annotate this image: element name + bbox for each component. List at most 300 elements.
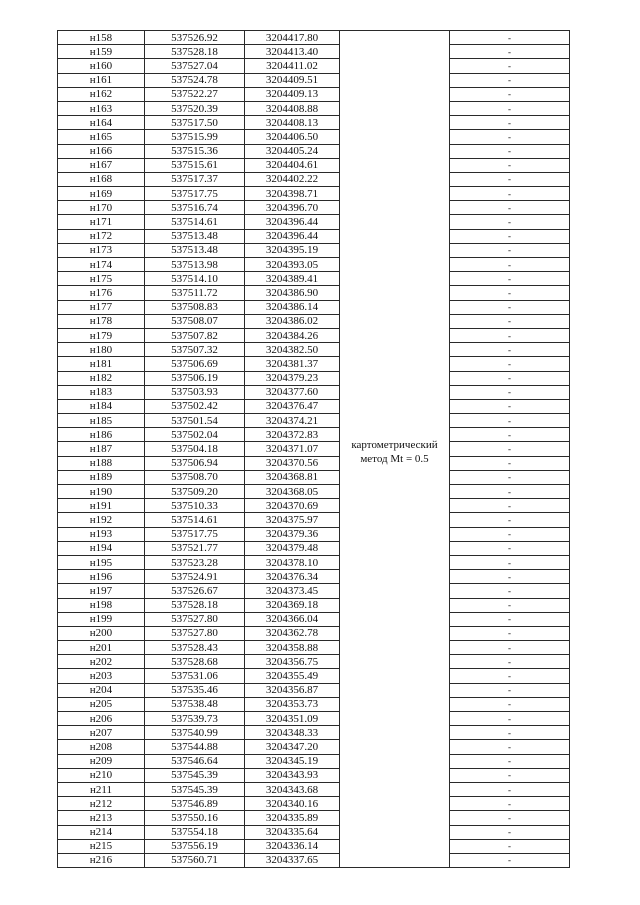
point-id-cell: н204 [58, 683, 145, 697]
x-coordinate-cell: 537554.18 [145, 825, 245, 839]
note-cell: - [450, 683, 570, 697]
note-cell: - [450, 116, 570, 130]
table-row [58, 555, 570, 569]
note-cell: - [450, 414, 570, 428]
table-row [58, 31, 570, 45]
x-coordinate-cell: 537538.48 [145, 697, 245, 711]
method-name: картометрический [351, 439, 438, 452]
point-id-cell: н170 [58, 201, 145, 215]
x-coordinate-cell: 537514.61 [145, 513, 245, 527]
note-cell: - [450, 839, 570, 853]
point-id-cell: н182 [58, 371, 145, 385]
table-row [58, 513, 570, 527]
table-row [58, 243, 570, 257]
y-coordinate-cell: 3204337.65 [245, 853, 340, 867]
y-coordinate-cell: 3204351.09 [245, 712, 340, 726]
point-id-cell: н178 [58, 314, 145, 328]
point-id-cell: н173 [58, 243, 145, 257]
x-coordinate-cell: 537513.48 [145, 229, 245, 243]
y-coordinate-cell: 3204347.20 [245, 740, 340, 754]
point-id-cell: н176 [58, 286, 145, 300]
table-row [58, 343, 570, 357]
y-coordinate-cell: 3204417.80 [245, 31, 340, 45]
point-id-cell: н205 [58, 697, 145, 711]
table-row [58, 229, 570, 243]
y-coordinate-cell: 3204340.16 [245, 797, 340, 811]
point-id-cell: н202 [58, 655, 145, 669]
y-coordinate-cell: 3204381.37 [245, 357, 340, 371]
x-coordinate-cell: 537535.46 [145, 683, 245, 697]
y-coordinate-cell: 3204376.47 [245, 399, 340, 413]
y-coordinate-cell: 3204368.81 [245, 470, 340, 484]
table-row [58, 258, 570, 272]
note-cell: - [450, 669, 570, 683]
x-coordinate-cell: 537521.77 [145, 541, 245, 555]
y-coordinate-cell: 3204373.45 [245, 584, 340, 598]
point-id-cell: н164 [58, 116, 145, 130]
y-coordinate-cell: 3204335.89 [245, 811, 340, 825]
y-coordinate-cell: 3204395.19 [245, 243, 340, 257]
point-id-cell: н169 [58, 187, 145, 201]
point-id-cell: н198 [58, 598, 145, 612]
x-coordinate-cell: 537540.99 [145, 726, 245, 740]
x-coordinate-cell: 537508.70 [145, 470, 245, 484]
point-id-cell: н193 [58, 527, 145, 541]
table-row [58, 669, 570, 683]
point-id-cell: н161 [58, 73, 145, 87]
y-coordinate-cell: 3204369.18 [245, 598, 340, 612]
y-coordinate-cell: 3204379.23 [245, 371, 340, 385]
note-cell: - [450, 158, 570, 172]
x-coordinate-cell: 537514.61 [145, 215, 245, 229]
y-coordinate-cell: 3204376.34 [245, 570, 340, 584]
note-cell: - [450, 811, 570, 825]
x-coordinate-cell: 537508.83 [145, 300, 245, 314]
y-coordinate-cell: 3204374.21 [245, 414, 340, 428]
y-coordinate-cell: 3204409.51 [245, 73, 340, 87]
y-coordinate-cell: 3204375.97 [245, 513, 340, 527]
table-row [58, 286, 570, 300]
table-row [58, 45, 570, 59]
table-row [58, 328, 570, 342]
table-row [58, 612, 570, 626]
note-cell: - [450, 626, 570, 640]
note-cell: - [450, 144, 570, 158]
note-cell: - [450, 87, 570, 101]
x-coordinate-cell: 537515.99 [145, 130, 245, 144]
table-row [58, 357, 570, 371]
y-coordinate-cell: 3204366.04 [245, 612, 340, 626]
note-cell: - [450, 201, 570, 215]
y-coordinate-cell: 3204386.02 [245, 314, 340, 328]
note-cell: - [450, 470, 570, 484]
x-coordinate-cell: 537527.04 [145, 59, 245, 73]
note-cell: - [450, 101, 570, 115]
y-coordinate-cell: 3204356.75 [245, 655, 340, 669]
x-coordinate-cell: 537528.18 [145, 598, 245, 612]
point-id-cell: н177 [58, 300, 145, 314]
y-coordinate-cell: 3204386.14 [245, 300, 340, 314]
note-cell: - [450, 258, 570, 272]
table-row [58, 726, 570, 740]
x-coordinate-cell: 537508.07 [145, 314, 245, 328]
y-coordinate-cell: 3204404.61 [245, 158, 340, 172]
note-cell: - [450, 272, 570, 286]
note-cell: - [450, 598, 570, 612]
y-coordinate-cell: 3204355.49 [245, 669, 340, 683]
y-coordinate-cell: 3204396.44 [245, 215, 340, 229]
x-coordinate-cell: 537503.93 [145, 385, 245, 399]
point-id-cell: н167 [58, 158, 145, 172]
table-row [58, 272, 570, 286]
y-coordinate-cell: 3204384.26 [245, 328, 340, 342]
table-row [58, 201, 570, 215]
x-coordinate-cell: 537510.33 [145, 499, 245, 513]
point-id-cell: н159 [58, 45, 145, 59]
x-coordinate-cell: 537528.18 [145, 45, 245, 59]
table-row [58, 385, 570, 399]
x-coordinate-cell: 537520.39 [145, 101, 245, 115]
x-coordinate-cell: 537506.94 [145, 456, 245, 470]
table-row [58, 811, 570, 825]
note-cell: - [450, 172, 570, 186]
x-coordinate-cell: 537517.50 [145, 116, 245, 130]
note-cell: - [450, 456, 570, 470]
x-coordinate-cell: 537544.88 [145, 740, 245, 754]
x-coordinate-cell: 537501.54 [145, 414, 245, 428]
note-cell: - [450, 825, 570, 839]
point-id-cell: н174 [58, 258, 145, 272]
point-id-cell: н191 [58, 499, 145, 513]
y-coordinate-cell: 3204371.07 [245, 442, 340, 456]
point-id-cell: н171 [58, 215, 145, 229]
table-row [58, 598, 570, 612]
table-row [58, 655, 570, 669]
y-coordinate-cell: 3204370.56 [245, 456, 340, 470]
point-id-cell: н215 [58, 839, 145, 853]
table-row [58, 371, 570, 385]
note-cell: - [450, 541, 570, 555]
point-id-cell: н168 [58, 172, 145, 186]
x-coordinate-cell: 537517.75 [145, 187, 245, 201]
point-id-cell: н190 [58, 485, 145, 499]
y-coordinate-cell: 3204348.33 [245, 726, 340, 740]
table-row [58, 740, 570, 754]
y-coordinate-cell: 3204343.68 [245, 782, 340, 796]
y-coordinate-cell: 3204396.70 [245, 201, 340, 215]
table-row [58, 527, 570, 541]
note-cell: - [450, 485, 570, 499]
point-id-cell: н183 [58, 385, 145, 399]
y-coordinate-cell: 3204379.36 [245, 527, 340, 541]
coordinates-table [57, 30, 570, 868]
table-row [58, 825, 570, 839]
table-row [58, 399, 570, 413]
x-coordinate-cell: 537506.69 [145, 357, 245, 371]
note-cell: - [450, 499, 570, 513]
x-coordinate-cell: 537524.91 [145, 570, 245, 584]
point-id-cell: н185 [58, 414, 145, 428]
y-coordinate-cell: 3204389.41 [245, 272, 340, 286]
table-row [58, 499, 570, 513]
y-coordinate-cell: 3204408.88 [245, 101, 340, 115]
table-row [58, 130, 570, 144]
x-coordinate-cell: 537539.73 [145, 712, 245, 726]
x-coordinate-cell: 537526.67 [145, 584, 245, 598]
note-cell: - [450, 442, 570, 456]
x-coordinate-cell: 537546.89 [145, 797, 245, 811]
note-cell: - [450, 229, 570, 243]
note-cell: - [450, 243, 570, 257]
note-cell: - [450, 286, 570, 300]
x-coordinate-cell: 537504.18 [145, 442, 245, 456]
x-coordinate-cell: 537556.19 [145, 839, 245, 853]
point-id-cell: н195 [58, 555, 145, 569]
y-coordinate-cell: 3204408.13 [245, 116, 340, 130]
y-coordinate-cell: 3204402.22 [245, 172, 340, 186]
point-id-cell: н160 [58, 59, 145, 73]
point-id-cell: н175 [58, 272, 145, 286]
point-id-cell: н184 [58, 399, 145, 413]
note-cell: - [450, 768, 570, 782]
point-id-cell: н194 [58, 541, 145, 555]
point-id-cell: н214 [58, 825, 145, 839]
table-row [58, 782, 570, 796]
x-coordinate-cell: 537514.10 [145, 272, 245, 286]
note-cell: - [450, 712, 570, 726]
x-coordinate-cell: 537507.82 [145, 328, 245, 342]
table-row [58, 456, 570, 470]
y-coordinate-cell: 3204362.78 [245, 626, 340, 640]
note-cell: - [450, 45, 570, 59]
table-row [58, 768, 570, 782]
table-row [58, 101, 570, 115]
y-coordinate-cell: 3204405.24 [245, 144, 340, 158]
point-id-cell: н165 [58, 130, 145, 144]
x-coordinate-cell: 537545.39 [145, 768, 245, 782]
table-row [58, 797, 570, 811]
x-coordinate-cell: 537526.92 [145, 31, 245, 45]
table-row [58, 754, 570, 768]
note-cell: - [450, 357, 570, 371]
table-row [58, 187, 570, 201]
x-coordinate-cell: 537528.43 [145, 641, 245, 655]
point-id-cell: н199 [58, 612, 145, 626]
point-id-cell: н207 [58, 726, 145, 740]
table-row [58, 683, 570, 697]
table-row [58, 570, 570, 584]
table-row [58, 697, 570, 711]
note-cell: - [450, 59, 570, 73]
table-row [58, 87, 570, 101]
x-coordinate-cell: 537502.42 [145, 399, 245, 413]
note-cell: - [450, 371, 570, 385]
note-cell: - [450, 697, 570, 711]
method-cell [340, 31, 450, 868]
note-cell: - [450, 73, 570, 87]
table-row [58, 712, 570, 726]
point-id-cell: н189 [58, 470, 145, 484]
point-id-cell: н212 [58, 797, 145, 811]
point-id-cell: н162 [58, 87, 145, 101]
x-coordinate-cell: 537509.20 [145, 485, 245, 499]
point-id-cell: н172 [58, 229, 145, 243]
x-coordinate-cell: 537515.36 [145, 144, 245, 158]
table-row [58, 839, 570, 853]
y-coordinate-cell: 3204336.14 [245, 839, 340, 853]
x-coordinate-cell: 537517.75 [145, 527, 245, 541]
x-coordinate-cell: 537527.80 [145, 612, 245, 626]
y-coordinate-cell: 3204377.60 [245, 385, 340, 399]
y-coordinate-cell: 3204398.71 [245, 187, 340, 201]
table-row [58, 314, 570, 328]
note-cell: - [450, 314, 570, 328]
x-coordinate-cell: 537527.80 [145, 626, 245, 640]
point-id-cell: н196 [58, 570, 145, 584]
note-cell: - [450, 853, 570, 867]
point-id-cell: н181 [58, 357, 145, 371]
x-coordinate-cell: 537502.04 [145, 428, 245, 442]
table-row [58, 414, 570, 428]
x-coordinate-cell: 537515.61 [145, 158, 245, 172]
y-coordinate-cell: 3204358.88 [245, 641, 340, 655]
x-coordinate-cell: 537517.37 [145, 172, 245, 186]
point-id-cell: н216 [58, 853, 145, 867]
x-coordinate-cell: 537546.64 [145, 754, 245, 768]
table-row [58, 626, 570, 640]
table-row [58, 300, 570, 314]
y-coordinate-cell: 3204413.40 [245, 45, 340, 59]
x-coordinate-cell: 537513.98 [145, 258, 245, 272]
y-coordinate-cell: 3204396.44 [245, 229, 340, 243]
table-row [58, 541, 570, 555]
y-coordinate-cell: 3204368.05 [245, 485, 340, 499]
point-id-cell: н179 [58, 328, 145, 342]
x-coordinate-cell: 537524.78 [145, 73, 245, 87]
point-id-cell: н188 [58, 456, 145, 470]
coordinates-table-body [58, 31, 570, 868]
point-id-cell: н158 [58, 31, 145, 45]
y-coordinate-cell: 3204379.48 [245, 541, 340, 555]
point-id-cell: н197 [58, 584, 145, 598]
x-coordinate-cell: 537522.27 [145, 87, 245, 101]
y-coordinate-cell: 3204353.73 [245, 697, 340, 711]
table-row [58, 144, 570, 158]
note-cell: - [450, 584, 570, 598]
x-coordinate-cell: 537560.71 [145, 853, 245, 867]
x-coordinate-cell: 537516.74 [145, 201, 245, 215]
method-accuracy: метод Mt = 0.5 [360, 453, 429, 466]
point-id-cell: н180 [58, 343, 145, 357]
note-cell: - [450, 655, 570, 669]
note-cell: - [450, 726, 570, 740]
point-id-cell: н206 [58, 712, 145, 726]
point-id-cell: н166 [58, 144, 145, 158]
x-coordinate-cell: 537507.32 [145, 343, 245, 357]
point-id-cell: н163 [58, 101, 145, 115]
note-cell: - [450, 527, 570, 541]
point-id-cell: н201 [58, 641, 145, 655]
x-coordinate-cell: 537531.06 [145, 669, 245, 683]
point-id-cell: н213 [58, 811, 145, 825]
note-cell: - [450, 740, 570, 754]
point-id-cell: н211 [58, 782, 145, 796]
y-coordinate-cell: 3204406.50 [245, 130, 340, 144]
note-cell: - [450, 215, 570, 229]
table-row [58, 158, 570, 172]
y-coordinate-cell: 3204343.93 [245, 768, 340, 782]
point-id-cell: н209 [58, 754, 145, 768]
table-row [58, 116, 570, 130]
x-coordinate-cell: 537545.39 [145, 782, 245, 796]
y-coordinate-cell: 3204378.10 [245, 555, 340, 569]
note-cell: - [450, 754, 570, 768]
note-cell: - [450, 641, 570, 655]
table-row [58, 641, 570, 655]
table-row [58, 59, 570, 73]
x-coordinate-cell: 537506.19 [145, 371, 245, 385]
table-row [58, 485, 570, 499]
x-coordinate-cell: 537511.72 [145, 286, 245, 300]
note-cell: - [450, 570, 570, 584]
y-coordinate-cell: 3204372.83 [245, 428, 340, 442]
note-cell: - [450, 328, 570, 342]
point-id-cell: н186 [58, 428, 145, 442]
y-coordinate-cell: 3204345.19 [245, 754, 340, 768]
x-coordinate-cell: 537523.28 [145, 555, 245, 569]
x-coordinate-cell: 537550.16 [145, 811, 245, 825]
x-coordinate-cell: 537513.48 [145, 243, 245, 257]
table-row [58, 853, 570, 867]
note-cell: - [450, 428, 570, 442]
y-coordinate-cell: 3204335.64 [245, 825, 340, 839]
table-row [58, 470, 570, 484]
y-coordinate-cell: 3204356.87 [245, 683, 340, 697]
note-cell: - [450, 612, 570, 626]
y-coordinate-cell: 3204393.05 [245, 258, 340, 272]
x-coordinate-cell: 537528.68 [145, 655, 245, 669]
y-coordinate-cell: 3204386.90 [245, 286, 340, 300]
note-cell: - [450, 187, 570, 201]
note-cell: - [450, 385, 570, 399]
y-coordinate-cell: 3204411.02 [245, 59, 340, 73]
table-row [58, 73, 570, 87]
note-cell: - [450, 782, 570, 796]
table-row [58, 442, 570, 456]
note-cell: - [450, 31, 570, 45]
point-id-cell: н200 [58, 626, 145, 640]
y-coordinate-cell: 3204409.13 [245, 87, 340, 101]
point-id-cell: н203 [58, 669, 145, 683]
y-coordinate-cell: 3204382.50 [245, 343, 340, 357]
note-cell: - [450, 797, 570, 811]
note-cell: - [450, 130, 570, 144]
point-id-cell: н208 [58, 740, 145, 754]
point-id-cell: н192 [58, 513, 145, 527]
note-cell: - [450, 300, 570, 314]
table-row [58, 215, 570, 229]
point-id-cell: н187 [58, 442, 145, 456]
note-cell: - [450, 343, 570, 357]
y-coordinate-cell: 3204370.69 [245, 499, 340, 513]
note-cell: - [450, 399, 570, 413]
note-cell: - [450, 555, 570, 569]
point-id-cell: н210 [58, 768, 145, 782]
table-row [58, 428, 570, 442]
table-row [58, 172, 570, 186]
table-row [58, 584, 570, 598]
note-cell: - [450, 513, 570, 527]
